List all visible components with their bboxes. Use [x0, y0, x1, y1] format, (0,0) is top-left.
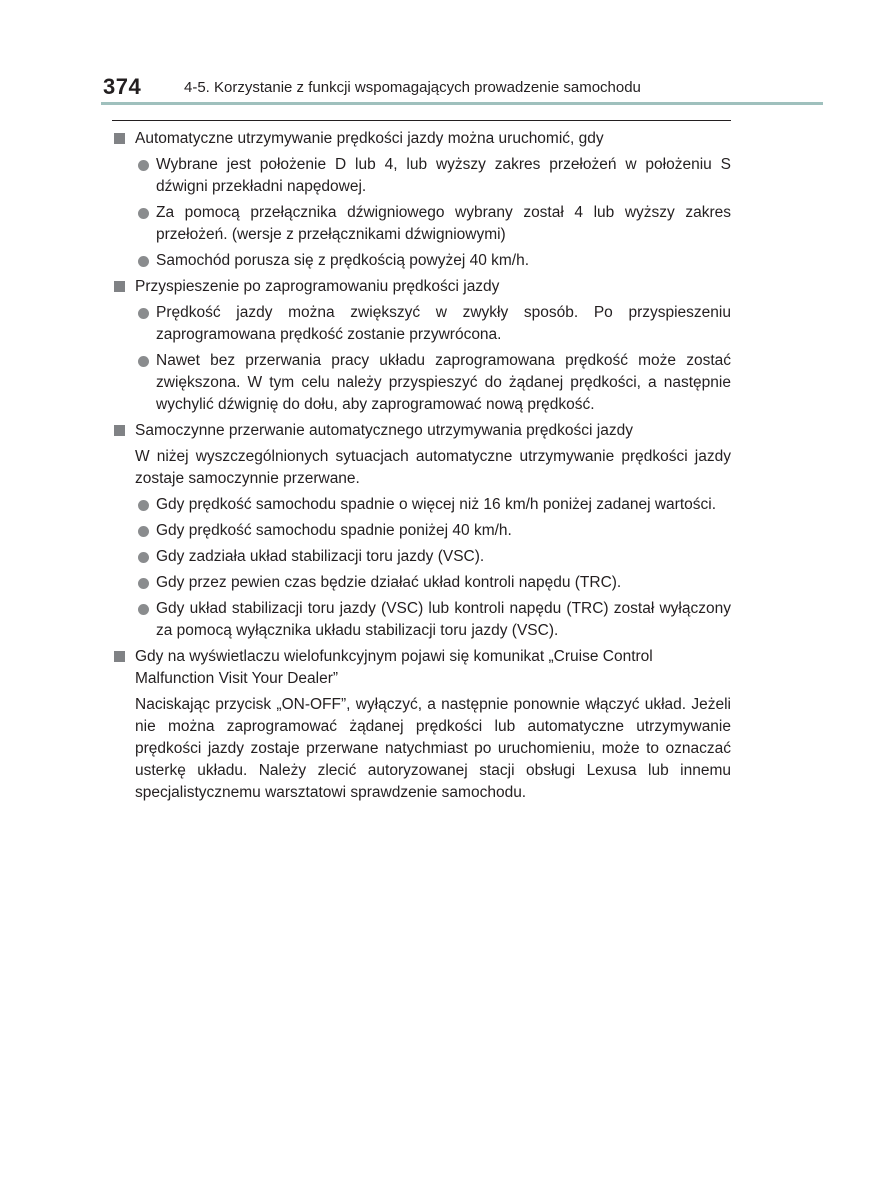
list-item-text: Samochód porusza się z prędkością powyżej 40 km/h.: [156, 252, 530, 269]
page-header: [0, 70, 877, 110]
round-bullet-icon: [138, 256, 149, 267]
list-item-text: Gdy układ stabilizacji toru jazdy (VSC) lub kontroli napędu (TRC) został wyłączony za pomocą wyłącznika układu stabilizacji toru jazdy (VSC).: [156, 600, 731, 639]
section-intro: W niżej wyszczególnionych sytuacjach automatyczne utrzymywanie prędkości jazdy zostaje samoczynnie przerwane.: [135, 448, 731, 487]
section-heading: [114, 646, 731, 690]
section-heading: [114, 420, 731, 442]
list-item-text: Gdy prędkość samochodu spadnie poniżej 40 km/h.: [156, 522, 512, 539]
section-heading: [114, 276, 731, 298]
round-bullet-icon: [138, 160, 149, 171]
section-automatic-cancellation: [114, 420, 731, 642]
section-heading-text: Gdy na wyświetlaczu wielofunkcyjnym pojawi się komunikat „Cruise Control Malfunction Visit Your Dealer”: [135, 648, 653, 687]
list-item: [114, 302, 731, 346]
list-item: [114, 572, 731, 594]
page-content: [114, 128, 731, 808]
round-bullet-icon: [138, 552, 149, 563]
square-bullet-icon: [114, 651, 125, 662]
round-bullet-icon: [138, 356, 149, 367]
round-bullet-icon: [138, 578, 149, 589]
round-bullet-icon: [138, 526, 149, 537]
section-heading-text: Samoczynne przerwanie automatycznego utrzymywania prędkości jazdy: [135, 422, 633, 439]
list-item: [114, 598, 731, 642]
round-bullet-icon: [138, 308, 149, 319]
list-item-text: Gdy przez pewien czas będzie działać układ kontroli napędu (TRC).: [156, 574, 622, 591]
list-item-text: Wybrane jest położenie D lub 4, lub wyższy zakres przełożeń w położeniu S dźwigni przekładni napędowej.: [156, 156, 731, 195]
list-item: [114, 494, 731, 516]
list-item-text: Gdy zadziała układ stabilizacji toru jazdy (VSC).: [156, 548, 485, 565]
list-item: [114, 350, 731, 416]
chapter-title: 4-5. Korzystanie z funkcji wspomagających prowadzenie samochodu: [184, 79, 641, 96]
round-bullet-icon: [138, 604, 149, 615]
section-acceleration: [114, 276, 731, 416]
square-bullet-icon: [114, 133, 125, 144]
list-item: [114, 154, 731, 198]
square-bullet-icon: [114, 425, 125, 436]
section-heading-text: Automatyczne utrzymywanie prędkości jazdy można uruchomić, gdy: [135, 130, 604, 147]
list-item-text: Prędkość jazdy można zwiększyć w zwykły sposób. Po przyspieszeniu zaprogramowana prędkość zostanie przywrócona.: [156, 304, 731, 343]
list-item-text: Za pomocą przełącznika dźwigniowego wybrany został 4 lub wyższy zakres przełożeń. (wersje z przełącznikami dźwigniowymi): [156, 204, 731, 243]
header-divider: [101, 102, 823, 105]
section-body: Naciskając przycisk „ON-OFF”, wyłączyć, a następnie ponownie włączyć układ. Jeżeli nie można zaprogramować żądanej prędkości lub automatyczne utrzymywanie prędkości jazdy zostaje przerwane natychmiast po uruchomieniu, może to oznaczać usterkę układu. Należy zlecić autoryzowanej stacji obsługi Lexusa lub innemu specjalistycznemu warsztatowi sprawdzenie samochodu.: [135, 696, 731, 801]
list-item: [114, 250, 731, 272]
section-heading-text: Przyspieszenie po zaprogramowaniu prędkości jazdy: [135, 278, 500, 295]
square-bullet-icon: [114, 281, 125, 292]
list-item-text: Nawet bez przerwania pracy układu zaprogramowana prędkość może zostać zwiększona. W tym celu należy przyspieszyć do żądanej prędkości, a następnie wychylić dźwignię do dołu, aby zaprogramować nową prędkość.: [156, 352, 731, 413]
round-bullet-icon: [138, 500, 149, 511]
section-activation-conditions: [114, 128, 731, 272]
list-item: [114, 520, 731, 542]
page-number: 374: [103, 74, 142, 99]
section-malfunction-message: [114, 646, 731, 804]
list-item-text: Gdy prędkość samochodu spadnie o więcej niż 16 km/h poniżej zadanej wartości.: [156, 496, 717, 513]
list-item: [114, 202, 731, 246]
content-top-divider: [112, 120, 731, 121]
list-item: [114, 546, 731, 568]
section-heading: [114, 128, 731, 150]
round-bullet-icon: [138, 208, 149, 219]
